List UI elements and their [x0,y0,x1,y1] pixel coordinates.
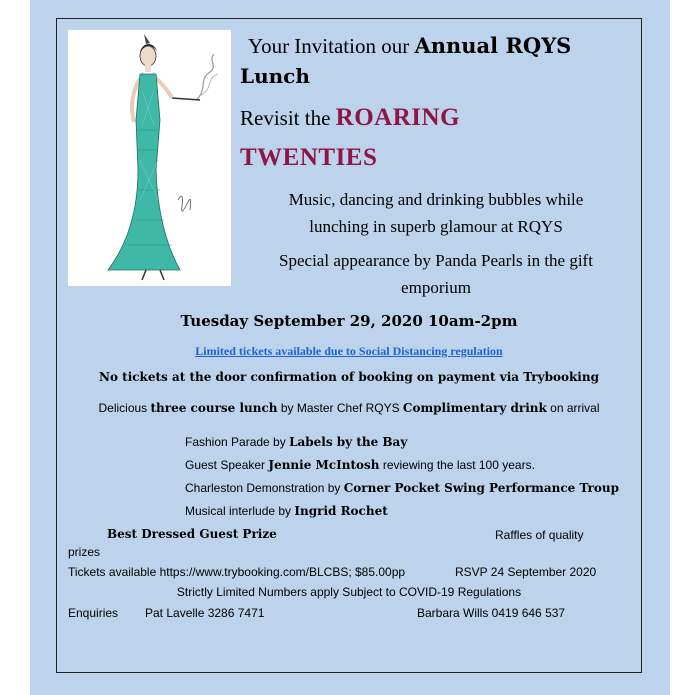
program-prefix: Musical interlude by [185,504,295,518]
title-line-1 [248,33,571,59]
lunch-mid: by Master Chef RQYS [277,401,403,415]
program-bold: Jennie McIntosh [268,458,380,472]
program-item-fashion [185,435,407,449]
flapper-illustration [68,30,231,286]
enquiries-contact-1: Pat Lavelle 3286 7471 [145,606,265,620]
program-prefix: Guest Speaker [185,458,269,472]
title-line-2: Lunch [240,64,310,88]
roaring-heading: ROARING [335,104,461,131]
program-item-music [185,504,388,518]
program-item-charleston [185,481,619,495]
program-prefix: Fashion Parade by [185,435,290,449]
title-annual-rqys: Annual RQYS [414,33,572,58]
raffles-continued: prizes [68,545,101,559]
program-bold: Corner Pocket Swing Performance Troup [343,481,619,495]
twenties-heading: TWENTIES [240,144,378,171]
program-bold: Ingrid Rochet [294,504,388,518]
raffles-text: Raffles of quality [495,528,584,542]
description-line-3: Special appearance by Panda Pearls in the gift [279,251,593,270]
description-line-2: lunching in superb glamour at RQYS [309,217,563,236]
best-dressed-prize: Best Dressed Guest Prize [107,527,277,541]
lunch-complimentary: Complimentary drink [402,401,547,415]
tickets-link[interactable]: Limited tickets available due to Social Distancing regulation [195,344,503,358]
description-line-4: emporium [401,278,471,297]
program-suffix: reviewing the last 100 years. [379,458,535,472]
rsvp-date: RSVP 24 September 2020 [455,565,597,579]
enquiries-label: Enquiries [68,606,119,620]
event-date: Tuesday September 29, 2020 10am-2pm [180,312,518,330]
description-line-1: Music, dancing and drinking bubbles while [288,190,584,209]
lunch-line [56,401,642,415]
revisit-text: Revisit the [240,106,336,130]
tickets-info: Tickets available https://www.trybooking.com/BLCBS; $85.00pp [68,565,406,579]
program-prefix: Charleston Demonstration by [185,481,344,495]
enquiries-contact-2: Barbara Wills 0419 646 537 [417,606,566,620]
no-tickets-notice: No tickets at the door confirmation of booking on payment via Trybooking [99,370,599,384]
lunch-three-course: three course lunch [150,401,278,415]
program-bold: Labels by the Bay [289,435,408,449]
lunch-prefix: Delicious [98,401,151,415]
program-item-speaker [185,458,535,472]
lunch-suffix: on arrival [546,401,600,415]
title-line-3 [240,104,460,132]
title-prefix: Your Invitation our [248,34,415,58]
covid-notice: Strictly Limited Numbers apply Subject to COVID-19 Regulations [176,585,522,599]
